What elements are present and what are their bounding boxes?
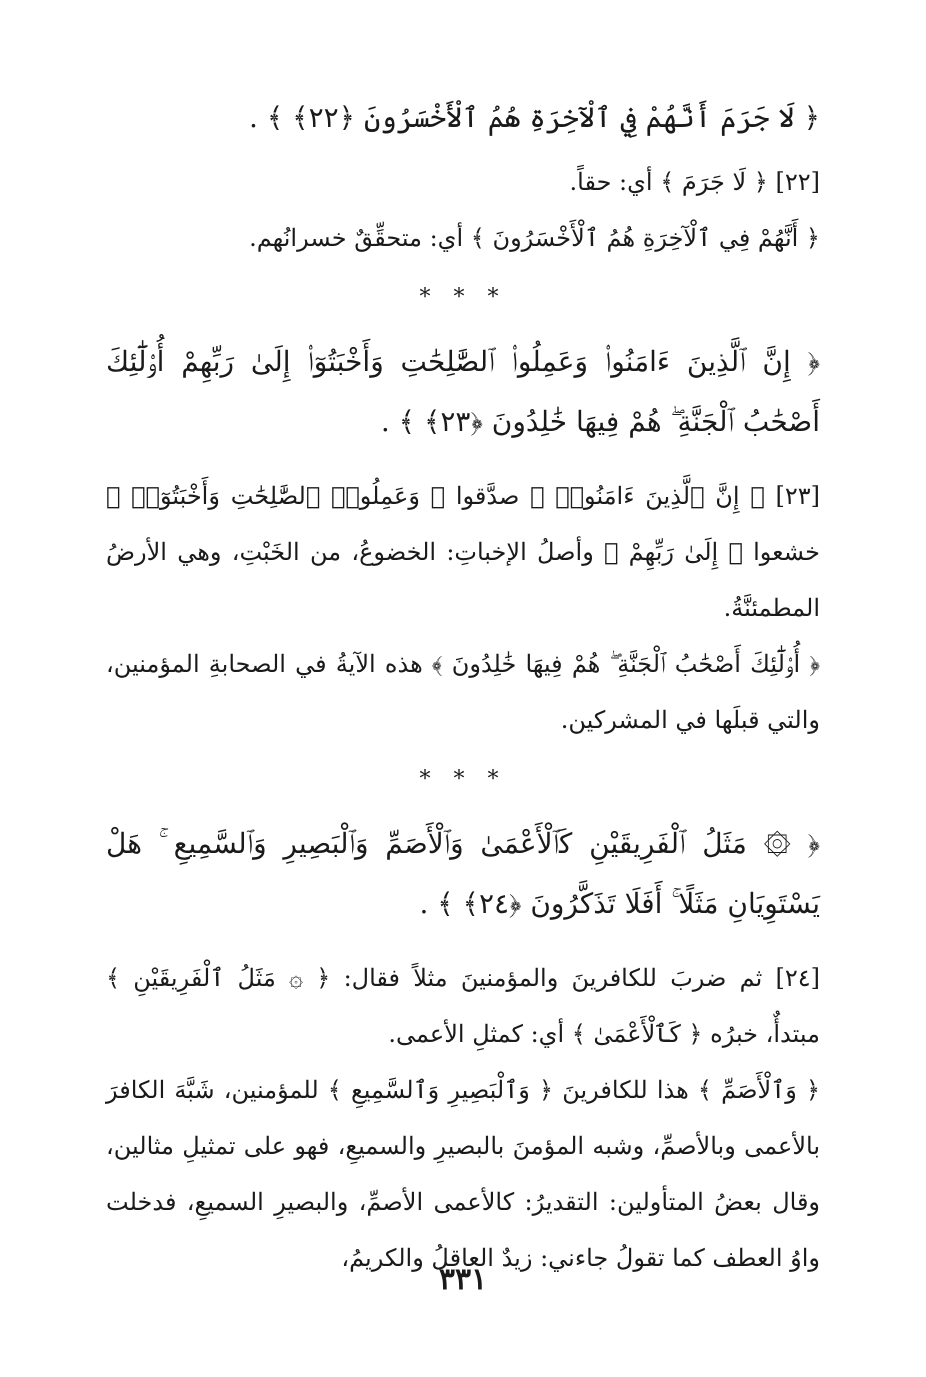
- commentary-24: [106, 950, 820, 1286]
- commentary-paragraph: [٢٣] ﴿ إِنَّ ٱلَّذِينَ ءَامَنُوا۟ ﴾ صدَّقوا ﴿ وَعَمِلُوا۟ ٱلصَّٰلِحَٰتِ وَأَخْبَتُوٓا۟ ﴾ خشعوا ﴿ إِلَىٰ رَبِّهِمْ ﴾ وأصلُ الإخباتِ: الخضوعُ، من الخَبْتِ، وهي الأرضُ المطمئنَّةُ.: [106, 482, 820, 622]
- section-separator: * * *: [419, 767, 507, 792]
- commentary-paragraph: [٢٤] ثم ضربَ للكافرينَ والمؤمنينَ مثلاً فقال: ﴿ ۞ مَثَلُ ٱلْفَرِيقَيْنِ ﴾ مبتدأٌ، خبرُه ﴿ كَٱلْأَعْمَىٰ ﴾ أي: كمثلِ الأعمى.: [106, 964, 820, 1048]
- commentary-22: [106, 154, 820, 266]
- commentary-paragraph: ﴿ وَٱلْأَصَمِّ ﴾ هذا للكافرينَ ﴿ وَٱلْبَصِيرِ وَٱلسَّمِيعِ ﴾ للمؤمنين، شَبَّهَ الكافرَ بالأعمى وبالأصمِّ، وشبه المؤمنَ بالبصيرِ والسميعِ، فهو على تمثيلِ مثالين، وقال بعضُ المتأولين: التقديرُ: كالأعمى الأصمِّ، والبصيرِ السميعِ، فدخلت واوُ العطف كما تقولُ جاءني: زيدٌ العاقلُ والكريمُ،: [106, 1076, 821, 1272]
- section-separator: * * *: [419, 285, 507, 310]
- commentary-paragraph: [٢٢] ﴿ لَا جَرَمَ ﴾ أي: حقاً.: [569, 168, 820, 196]
- quran-verse-23: ﴿ إِنَّ ٱلَّذِينَ ءَامَنُوا۟ وَعَمِلُوا۟ ٱلصَّٰلِحَٰتِ وَأَخْبَتُوٓا۟ إِلَىٰ رَبِّهِمْ أُو۟لَٰٓئِكَ أَصْحَٰبُ ٱلْجَنَّةِ ۖ هُمْ فِيهَا خَٰلِدُونَ ﴿٢٣﴾ ﴾ .: [106, 345, 820, 438]
- page-body: [106, 88, 820, 1298]
- commentary-paragraph: ﴿ أَنَّهُمْ فِي ٱلْآخِرَةِ هُمُ ٱلْأَخْسَرُونَ ﴾ أي: متحقِّقٌ خسرانُهم.: [249, 224, 820, 252]
- commentary-23: [106, 468, 820, 748]
- quran-verse-22: ﴿ لَا جَرَمَ أَنَّهُمْ فِي ٱلْآخِرَةِ هُمُ ٱلْأَخْسَرُونَ ﴿٢٢﴾ ﴾ .: [249, 101, 820, 134]
- page-number: ٣٣١: [438, 1262, 488, 1297]
- quran-verse-24: ﴿ ۞ مَثَلُ ٱلْفَرِيقَيْنِ كَٱلْأَعْمَىٰ وَٱلْأَصَمِّ وَٱلْبَصِيرِ وَٱلسَّمِيعِ ۚ هَلْ يَسْتَوِيَانِ مَثَلًا ۚ أَفَلَا تَذَكَّرُونَ ﴿٢٤﴾ ﴾ .: [106, 827, 820, 920]
- commentary-paragraph: ﴿ أُو۟لَٰٓئِكَ أَصْحَٰبُ ٱلْجَنَّةِ ۖ هُمْ فِيهَا خَٰلِدُونَ ﴾ هذه الآيةُ في الصحابةِ المؤمنين، والتي قبلَها في المشركين.: [106, 650, 820, 734]
